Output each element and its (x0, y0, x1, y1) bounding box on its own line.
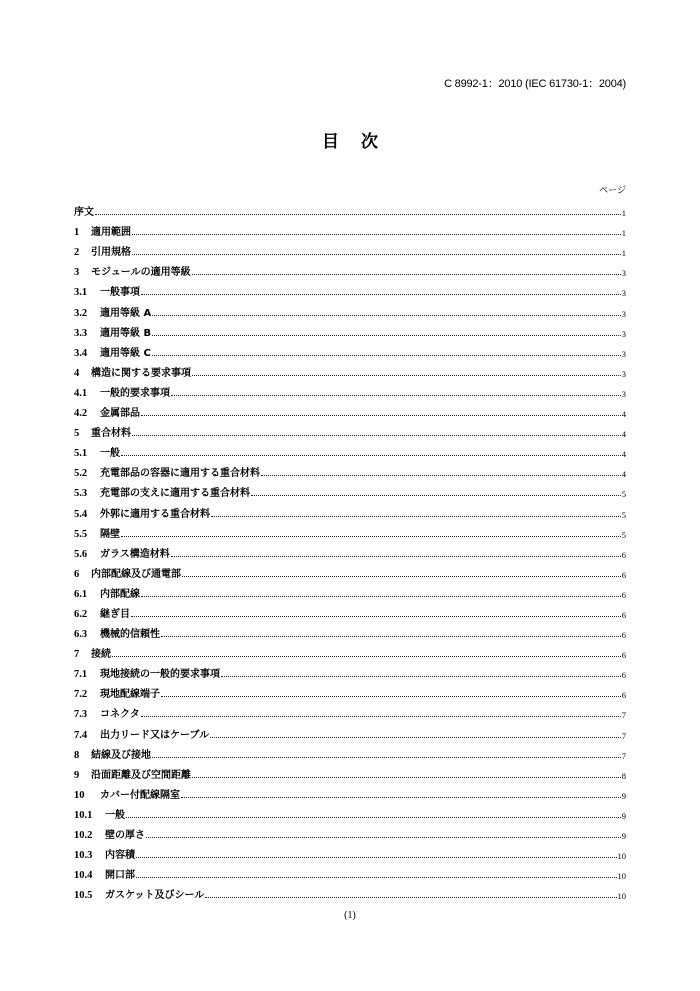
dot-leader (112, 656, 621, 657)
toc-entry-title: 適用等級 A (100, 307, 152, 319)
dot-leader (152, 315, 621, 316)
toc-entry-title: 開口部 (105, 870, 135, 882)
toc-entry[interactable] (74, 520, 626, 540)
toc-entry-title: モジュールの適用等級 (91, 267, 191, 279)
dot-leader (141, 415, 621, 416)
toc-entry-title: 内部配線及び通電部 (91, 568, 181, 580)
dot-leader (251, 495, 621, 496)
dot-leader (141, 716, 621, 717)
toc-entry[interactable] (74, 238, 626, 258)
toc-entry-page: 4 (621, 449, 626, 460)
toc-entry-title: 接続 (91, 649, 111, 661)
toc-entry-title: 序文 (74, 207, 94, 219)
toc-entry-page: 6 (621, 630, 626, 641)
toc-entry-number: 6.3 (74, 629, 88, 641)
dot-leader (146, 837, 621, 838)
dot-leader (141, 596, 621, 597)
toc-entry[interactable] (74, 258, 626, 278)
dot-leader (152, 757, 621, 758)
toc-entry[interactable] (74, 861, 626, 881)
toc-entry[interactable] (74, 620, 626, 640)
toc-entry-number: 4 (74, 367, 80, 379)
toc-entry-title: カバー付配線隔室 (100, 789, 180, 801)
toc-entry-page: 6 (621, 670, 626, 681)
dot-leader (132, 435, 621, 436)
toc-entry-number: 5.5 (74, 528, 88, 540)
toc-entry-title: 金属部品 (100, 408, 140, 420)
dot-leader (205, 897, 616, 898)
dot-leader (192, 777, 621, 778)
document-code: C 8992-1：2010 (IEC 61730-1：2004) (444, 78, 626, 90)
toc-entry-title: 一般 (100, 448, 120, 460)
toc-entry[interactable] (74, 801, 626, 821)
toc-entry[interactable] (74, 359, 626, 379)
toc-entry-page: 1 (621, 228, 626, 239)
dot-leader (192, 375, 621, 376)
toc-entry-page: 7 (621, 730, 626, 741)
toc-entry-number: 4.1 (74, 387, 88, 399)
dot-leader (171, 556, 621, 557)
toc-entry[interactable] (74, 660, 626, 680)
toc-entry-title: 構造に関する要求事項 (91, 367, 191, 379)
toc-entry-number: 3.3 (74, 327, 88, 339)
toc-entry-page: 6 (621, 650, 626, 661)
toc-entry[interactable] (74, 399, 626, 419)
toc-entry-number: 7.2 (74, 689, 88, 701)
dot-leader (171, 395, 621, 396)
toc-entry-title: 適用範囲 (91, 227, 131, 239)
toc-entry-title: 内容積 (105, 850, 135, 862)
toc-entry-page: 3 (621, 328, 626, 339)
dot-leader (126, 817, 621, 818)
page-title: 目次 (322, 132, 400, 152)
toc-entry[interactable] (74, 680, 626, 700)
toc-entry-page: 9 (621, 810, 626, 821)
toc-entry-page: 9 (621, 790, 626, 801)
toc-entry-title: 現地接続の一般的要求事項 (100, 669, 220, 681)
dot-leader (121, 455, 621, 456)
table-of-contents (74, 198, 626, 901)
toc-entry[interactable] (74, 640, 626, 660)
toc-entry[interactable] (74, 278, 626, 298)
toc-entry-title: 一般事項 (100, 287, 140, 299)
toc-entry[interactable] (74, 479, 626, 499)
toc-entry-title: 充電部の支えに適用する重合材料 (100, 488, 250, 500)
toc-entry[interactable] (74, 781, 626, 801)
toc-entry-title: 適用等級 B (100, 327, 152, 339)
toc-entry[interactable] (74, 339, 626, 359)
toc-entry-title: 外郭に適用する重合材料 (100, 508, 210, 520)
dot-leader (95, 214, 621, 215)
toc-entry[interactable] (74, 439, 626, 459)
toc-entry[interactable] (74, 821, 626, 841)
dot-leader (131, 616, 621, 617)
toc-entry-page: 3 (621, 388, 626, 399)
toc-entry-page: 4 (621, 409, 626, 420)
toc-entry[interactable] (74, 298, 626, 318)
toc-entry-title: 一般 (105, 809, 125, 821)
toc-entry-number: 10.4 (74, 870, 93, 882)
dot-leader (136, 877, 617, 878)
toc-entry-number: 7 (74, 649, 80, 661)
toc-entry-page: 6 (621, 549, 626, 560)
toc-entry-number: 7.4 (74, 729, 88, 741)
toc-entry-page: 6 (621, 609, 626, 620)
toc-entry[interactable] (74, 459, 626, 479)
dot-leader (152, 335, 621, 336)
toc-entry[interactable] (74, 560, 626, 580)
dot-leader (192, 274, 621, 275)
toc-entry-number: 3.4 (74, 347, 88, 359)
toc-entry[interactable] (74, 761, 626, 781)
toc-entry-title: 内部配線 (100, 588, 140, 600)
toc-entry-page: 1 (621, 248, 626, 259)
toc-entry-title: コネクタ (100, 709, 140, 721)
toc-entry-number: 8 (74, 749, 80, 761)
dot-leader (132, 254, 621, 255)
toc-entry-page: 4 (621, 429, 626, 440)
toc-entry-title: 現地配線端子 (100, 689, 160, 701)
dot-leader (132, 234, 621, 235)
toc-entry-page: 7 (621, 710, 626, 721)
toc-entry-page: 6 (621, 589, 626, 600)
toc-entry-title: 出力リード又はケーブル (100, 729, 210, 741)
toc-entry-title: 重合材料 (91, 428, 131, 440)
toc-entry-number: 2 (74, 247, 80, 259)
toc-entry-number: 5 (74, 428, 80, 440)
toc-entry-number: 9 (74, 769, 80, 781)
dot-leader (181, 797, 621, 798)
toc-entry-page: 5 (621, 489, 626, 500)
toc-entry[interactable] (74, 720, 626, 740)
toc-entry[interactable] (74, 700, 626, 720)
toc-entry-page: 8 (621, 770, 626, 781)
toc-entry-number: 10.3 (74, 850, 93, 862)
toc-entry-number: 7.3 (74, 709, 88, 721)
dot-leader (152, 355, 621, 356)
toc-entry-title: 引用規格 (91, 247, 131, 259)
toc-entry[interactable] (74, 580, 626, 600)
toc-entry[interactable] (74, 540, 626, 560)
toc-entry-title: 隔壁 (100, 528, 120, 540)
toc-entry-title: 一般的要求事項 (100, 387, 170, 399)
toc-entry-page: 7 (621, 750, 626, 761)
toc-entry-title: 結線及び接地 (91, 749, 151, 761)
toc-entry-number: 10.1 (74, 809, 93, 821)
toc-entry-title: ガスケット及びシール (105, 890, 205, 902)
toc-entry-page: 5 (621, 529, 626, 540)
toc-entry-number: 4.2 (74, 408, 88, 420)
toc-entry-number: 6.1 (74, 588, 88, 600)
toc-entry-page: 9 (621, 831, 626, 841)
dot-leader (211, 516, 621, 517)
toc-entry-number: 10 (74, 789, 85, 801)
dot-leader (261, 475, 621, 476)
page-number: (1) (344, 910, 356, 921)
toc-entry-page: 1 (621, 208, 626, 219)
toc-entry[interactable] (74, 499, 626, 519)
toc-entry-page: 3 (621, 368, 626, 379)
toc-entry-number: 3.1 (74, 287, 88, 299)
dot-leader (221, 676, 621, 677)
toc-entry-number: 5.6 (74, 548, 88, 560)
toc-entry[interactable] (74, 419, 626, 439)
toc-entry-number: 6 (74, 568, 80, 580)
dot-leader (210, 737, 621, 738)
toc-entry-page: 4 (621, 469, 626, 480)
toc-entry-title: 機械的信頼性 (100, 629, 160, 641)
dot-leader (121, 536, 621, 537)
toc-entry[interactable] (74, 881, 626, 901)
toc-entry-page: 6 (621, 690, 626, 701)
toc-entry-page: 3 (621, 348, 626, 359)
toc-entry-page: 3 (621, 308, 626, 319)
toc-entry-title: 継ぎ目 (100, 608, 130, 620)
page-column-label: ページ (599, 186, 626, 196)
toc-entry-title: ガラス構造材料 (100, 548, 170, 560)
dot-leader (161, 636, 621, 637)
toc-entry-number: 5.1 (74, 448, 88, 460)
toc-entry-number: 3 (74, 267, 80, 279)
toc-entry-page: 6 (621, 569, 626, 580)
toc-entry-number: 7.1 (74, 669, 88, 681)
toc-entry-page: 10 (617, 891, 626, 902)
toc-entry[interactable] (74, 218, 626, 238)
toc-entry-page: 3 (621, 268, 626, 279)
toc-entry-title: 壁の厚さ (105, 830, 145, 841)
dot-leader (136, 857, 617, 858)
toc-entry[interactable] (74, 600, 626, 620)
toc-entry-number: 5.2 (74, 468, 88, 480)
dot-leader (161, 696, 621, 697)
toc-entry-number: 5.4 (74, 508, 88, 520)
toc-entry[interactable] (74, 841, 626, 861)
toc-entry-number: 6.2 (74, 608, 88, 620)
toc-entry-number: 10.2 (74, 830, 93, 841)
toc-entry[interactable] (74, 741, 626, 761)
toc-entry[interactable] (74, 198, 626, 218)
toc-entry-page: 10 (617, 851, 626, 862)
toc-entry[interactable] (74, 379, 626, 399)
toc-entry-number: 1 (74, 227, 80, 239)
dot-leader (141, 294, 621, 295)
toc-entry-title: 適用等級 C (100, 347, 151, 359)
toc-entry-number: 10.5 (74, 890, 93, 902)
toc-entry-title: 沿面距離及び空間距離 (91, 769, 191, 781)
toc-entry-title: 充電部品の容器に適用する重合材料 (100, 468, 260, 480)
toc-entry-number: 3.2 (74, 307, 88, 319)
toc-entry-page: 5 (621, 509, 626, 520)
dot-leader (182, 576, 621, 577)
toc-entry-page: 3 (621, 288, 626, 299)
toc-entry-number: 5.3 (74, 488, 88, 500)
toc-entry[interactable] (74, 319, 626, 339)
toc-entry-page: 10 (617, 871, 626, 882)
